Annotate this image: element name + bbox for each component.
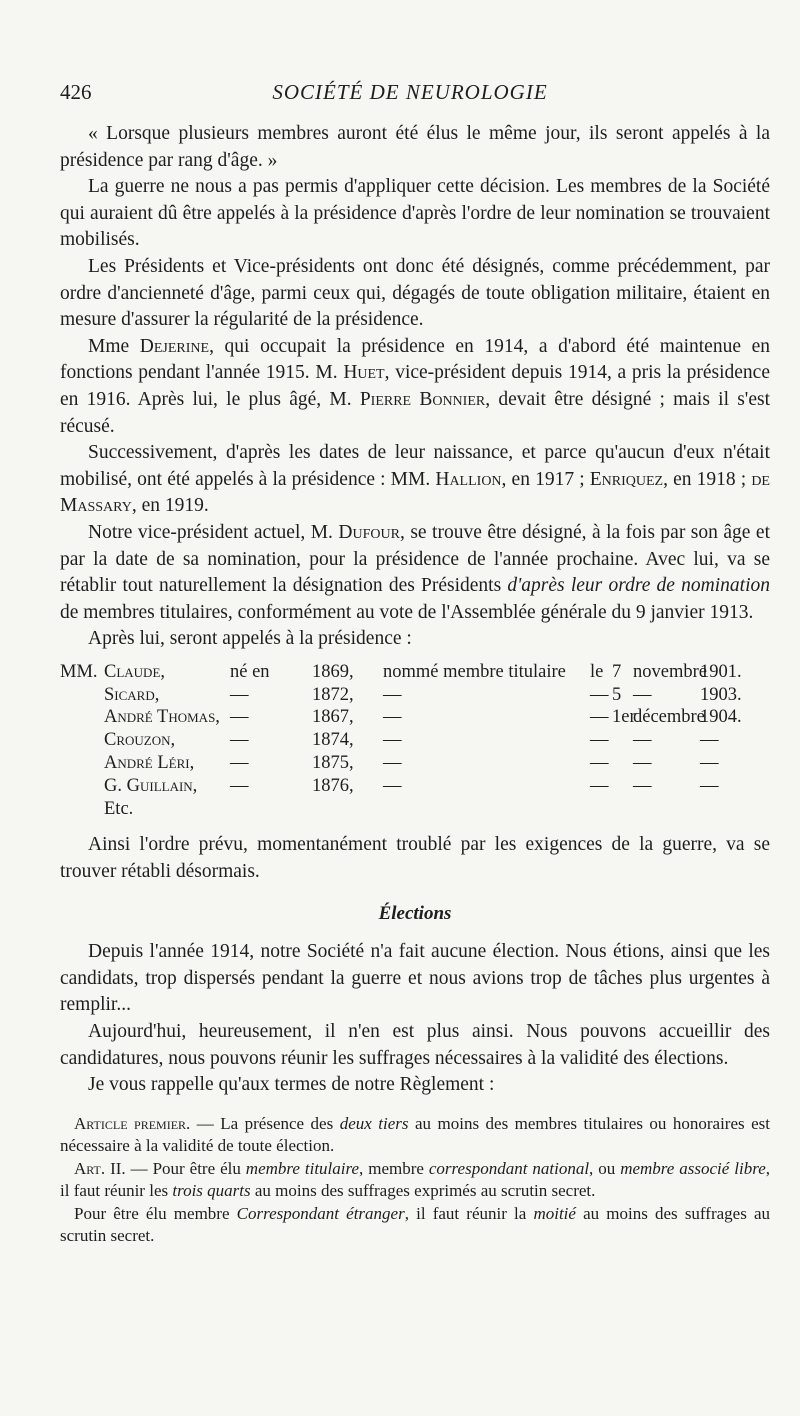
person-name: Dejerine	[139, 335, 210, 357]
paragraph: Mme Dejerine, qui occupait la présidence en 1914, a d'abord été maintenue en fonctions pendant l'année 1915. M. Huet, vice-président depuis 1914, a pris la présidence en 1916. Après lui, le plus âgé, M. Pierre Bonnier, devait être désigné ; mais il s'est récusé.	[60, 335, 771, 437]
paragraph-quote: « Lorsque plusieurs membres auront été élus le même jour, ils seront appelés à la présidence par rang d'âge. »	[60, 123, 770, 171]
page-number: 426	[60, 80, 92, 104]
list-row: Crouzon, — 1874, — — — —	[104, 730, 719, 751]
regulation-articles	[60, 1113, 770, 1248]
paragraph: Je vous rappelle qu'aux termes de notre Règlement :	[88, 1074, 495, 1096]
running-head: SOCIÉTÉ DE NEUROLOGIE	[272, 80, 548, 104]
person-name: Enriquez	[589, 468, 664, 490]
paragraph: La guerre ne nous a pas permis d'appliquer cette décision. Les membres de la Société qui auraient dû être appelés à la présidence d'après l'ordre de leur nomination se trouvaient mobilisés.	[60, 176, 770, 251]
person-name: Dufour	[338, 521, 400, 543]
main-text	[60, 121, 770, 1248]
person-name: André Thomas,	[104, 707, 220, 728]
person-name: de Massary	[60, 468, 770, 517]
person-name: G. Guillain,	[104, 775, 198, 796]
list-row: MM. Claude, né en 1869, nommé membre titulaire le 7 novembre 1901.	[60, 661, 742, 682]
person-name: Pierre Bonnier	[359, 388, 486, 410]
paragraph: Successivement, d'après les dates de leur naissance, et parce qu'aucun d'eux n'était mobilisé, ont été appelés à la présidence : MM. Hallion, en 1917 ; Enriquez, en 1918 ; de Massary, en 1919.	[60, 442, 770, 517]
paragraph: Les Présidents et Vice-présidents ont donc été désignés, comme précédemment, par ordre d'ancienneté d'âge, parmi ceux qui, dégagés de toute obligation militaire, étaient en mesure d'assurer la régularité de la présidence.	[60, 255, 770, 331]
page-header	[60, 80, 760, 110]
list-row: André Thomas, — 1867, — — 1er décembre 1904.	[104, 707, 742, 728]
paragraph: Après lui, seront appelés à la présidence :	[88, 628, 412, 650]
list-row: André Léri, — 1875, — — — —	[104, 753, 719, 774]
paragraph: Notre vice-président actuel, M. Dufour, se trouve être désigné, à la fois par son âge et par la date de sa nomination, pour la présidence de l'année prochaine. Avec lui, va se rétablir tout naturellement la désignation des Présidents d'après leur ordre de nomination de membres titulaires, conformément au vote de l'Assemblée générale du 9 janvier 1913.	[60, 521, 770, 623]
paragraph: Depuis l'année 1914, notre Société n'a fait aucune élection. Nous étions, ainsi que les candidats, trop dispersés pendant la guerre et nous avions trop de tâches plus urgentes à remplir...	[60, 941, 770, 1016]
presidency-list	[60, 661, 770, 821]
person-name: Crouzon,	[104, 730, 176, 751]
list-row: G. Guillain, — 1876, — — — —	[104, 775, 719, 796]
list-row: Sicard, — 1872, — — 5 — 1903.	[104, 684, 742, 705]
article-1: Article premier. — La présence des deux tiers au moins des membres titulaires ou honoraires est nécessaire à la validité de toute élection.	[60, 1113, 770, 1156]
person-name: Claude,	[104, 661, 166, 682]
article-2: Art. II. — Pour être élu membre titulaire, membre correspondant national, ou membre associé libre, il faut réunir les trois quarts au moins des suffrages exprimés au scrutin secret.	[60, 1158, 771, 1201]
person-name: Sicard,	[104, 684, 160, 705]
article-3: Pour être élu membre Correspondant étranger, il faut réunir la moitié au moins des suffrages au scrutin secret.	[60, 1203, 771, 1246]
section-title: Élections	[378, 902, 452, 924]
person-name: Hallion	[435, 468, 502, 490]
paragraph: Aujourd'hui, heureusement, il n'en est plus ainsi. Nous pouvons accueillir des candidatures, nous pouvons réunir les suffrages nécessaires à la validité des élections.	[60, 1021, 770, 1069]
paragraph: Ainsi l'ordre prévu, momentanément troublé par les exigences de la guerre, va se trouver rétabli désormais.	[60, 834, 770, 883]
list-row: Etc.	[104, 798, 134, 819]
person-name: André Léri,	[104, 753, 195, 774]
person-name: Huet	[343, 362, 385, 384]
